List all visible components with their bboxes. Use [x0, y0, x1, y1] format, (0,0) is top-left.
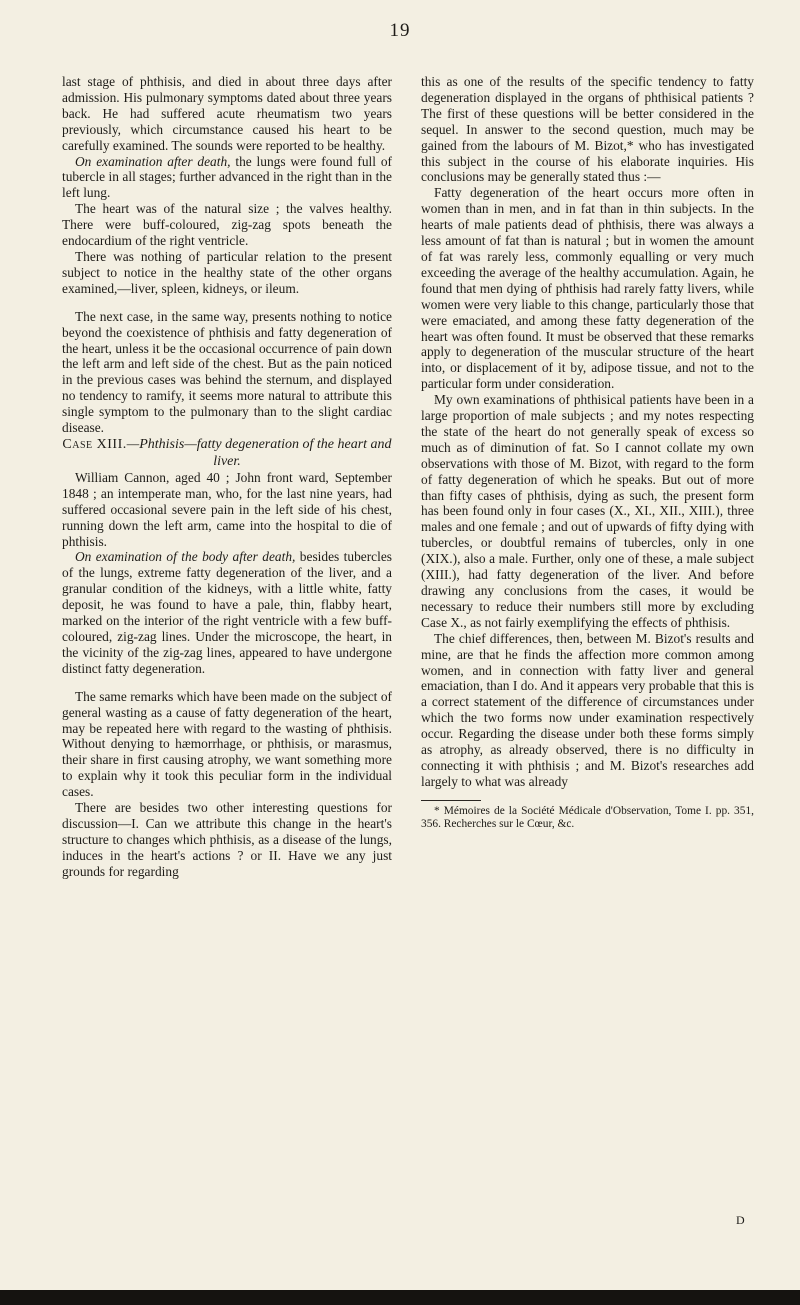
left-paragraph-7-rest: besides tubercles of the lungs, extreme fatty degeneration of the liver, and a granular condition of the kidneys, with a little white, fatty deposit, he was found to have a pale, thin, flabby heart, marked on the interior of the right ventricle with a few buff-coloured, zig-zag lines. Under the microscope, the heart, in the vicinity of the zig-zag lines, appeared to have undergone distinct fatty degeneration. — [62, 549, 392, 676]
case-title: —Phthisis—fatty degeneration of the heart and liver. — [126, 436, 392, 469]
left-paragraph-8: The same remarks which have been made on the subject of general wasting as a cause of fatty degeneration of the heart, may be repeated here with regard to the wasting of phthisis. Without denying to hæmorrhage, or phthisis, or marasmus, their share in first causing atrophy, we want something more to explain why it took this peculiar form in the individual cases. — [62, 688, 392, 800]
right-paragraph-2: Fatty degeneration of the heart occurs more often in women than in men, and in fat than in thin subjects. In the hearts of male patients dead of phthisis, there was always a less amount of fat than is natural ; but in women the amount of fat was rarely less, commonly equalling or very much exceeding the average of the healthy accumulation. Again, he found that men dying of phthisis had rarely fatty livers, while women were very liable to this change, particularly those that were emaciated, and among these fatty degeneration of the heart was often found. It must be observed that these remarks apply to degeneration of the muscular structure of the heart into, or displacement of it by, adipose tissue, and not to the particular form under consideration. — [421, 185, 754, 392]
left-paragraph-1: last stage of phthisis, and died in about three days after admission. His pulmonary symptoms dated about three years back. He had suffered acute rheumatism two years previously, which circumstance caused his heart to be carefully examined. The sounds were reported to be healthy. — [62, 74, 392, 153]
bottom-scan-band — [0, 1290, 800, 1305]
footnote-rule — [421, 800, 481, 801]
case-label: Case XIII. — [62, 436, 127, 452]
left-column — [62, 74, 392, 880]
right-paragraph-3: My own examinations of phthisical patients have been in a large proportion of male subjects ; and my notes respecting the state of the heart do not generally speak of excess so much as of diminution of fat. So I cannot collate my own observations with those of M. Bizot, with regard to the form of fatty degeneration of which he speaks. But out of more than fifty cases of phthisis, dying as such, the present form has been found only in four cases (X., XI., XII., XIII.), three males and one female ; and out of upwards of fifty dying with tubercles, or doubtful remains of tubercles, only in one (XIX.), also a male. Further, only one of these, a male subject (XIII.), had fatty degeneration of the liver. And before drawing any conclusions from the cases, it would be necessary to reduce their numbers still more by excluding Case X., as not fairly exemplifying the effects of phthisis. — [421, 392, 754, 630]
right-paragraph-4: The chief differences, then, between M. Bizot's results and mine, are that he finds the affection more common among women, and in connection with fatty liver and general emaciation, than I do. And it appears very probable that this is a correct statement of the difference of circumstances under which the two forms now under examination respectively occur. Regarding the disease under both these forms simply as atrophy, as already observed, there is no difficulty in connecting it with phthisis ; and M. Bizot's researches add largely to what was already — [421, 630, 754, 789]
left-paragraph-4: There was nothing of particular relation to the present subject to notice in the healthy state of the other organs examined,—liver, spleen, kidneys, or ileum. — [62, 248, 392, 296]
left-paragraph-9: There are besides two other interesting questions for discussion—I. Can we attribute this change in the heart's structure to changes which phthisis, as a disease of the lungs, induces in the heart's actions ? or II. Have we any just grounds for regarding — [62, 800, 392, 879]
footnote: * Mémoires de la Société Médicale d'Observation, Tome I. pp. 351, 356. Recherches sur le Cœur, &c. — [421, 804, 754, 830]
case-heading — [62, 436, 392, 470]
left-paragraph-7 — [62, 549, 392, 676]
left-paragraph-2-lead: On examination after death, — [75, 153, 231, 169]
right-column — [421, 74, 754, 831]
left-paragraph-5: The next case, in the same way, presents nothing to notice beyond the coexistence of phthisis and fatty degeneration of the heart, unless it be the occasional occurrence of pain down the left arm and left side of the chest. But as the pain noticed in the previous cases was behind the sternum, and displayed no tendency to ramify, it seems more natural to attribute this single symptom to the pulmonary than to the slight cardiac disease. — [62, 308, 392, 436]
left-paragraph-2 — [62, 154, 392, 202]
left-paragraph-6: William Cannon, aged 40 ; John front ward, September 1848 ; an intemperate man, who, for the last nine years, had suffered occasional severe pain in the left side of his chest, running down the left arm, came into the hospital to die of phthisis. — [62, 469, 392, 549]
left-paragraph-2-rest: the lungs were found full of tubercle in all stages; further advanced in the right than in the left lung. — [62, 153, 392, 201]
left-paragraph-7-lead: On examination of the body after death, — [75, 549, 296, 565]
left-paragraph-3: The heart was of the natural size ; the valves healthy. There were buff-coloured, zig-zag spots beneath the endocardium of the right ventricle. — [62, 201, 392, 249]
signature-mark: D — [736, 1213, 745, 1227]
right-paragraph-1: this as one of the results of the specific tendency to fatty degeneration displayed in the organs of phthisical patients ? The first of these questions will be better considered in the sequel. In answer to the second question, much may be gained from the labours of M. Bizot,* who has investigated this subject in the course of his elaborate inquiries. His conclusions may be generally stated thus :— — [421, 74, 754, 185]
page-number: 19 — [389, 20, 411, 41]
